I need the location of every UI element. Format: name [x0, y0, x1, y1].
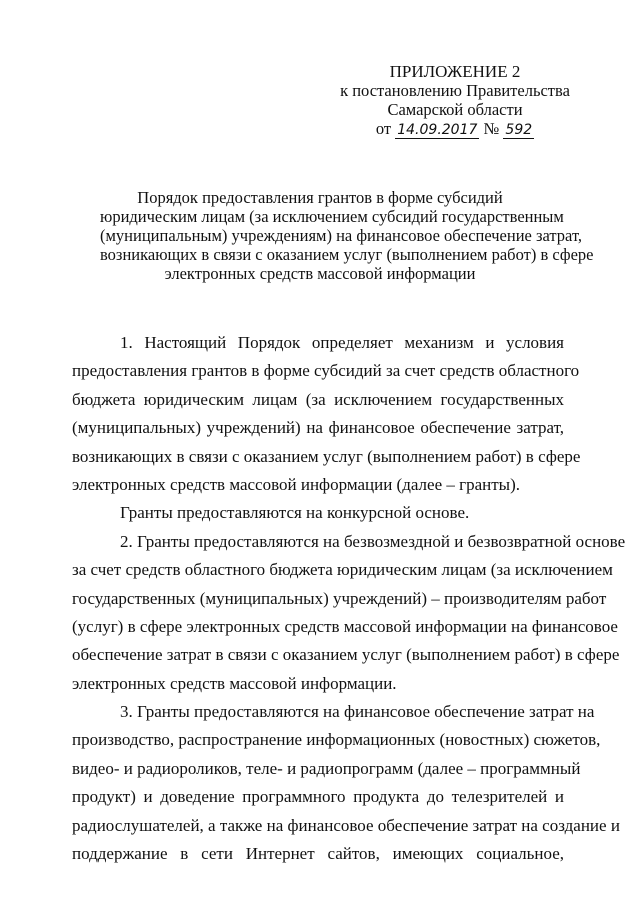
date-prefix: от: [375, 119, 392, 138]
title-line: электронных средств массовой информации: [164, 264, 476, 283]
paragraph-1b-line: Гранты предоставляются на конкурсной основе.: [120, 503, 470, 523]
paragraph-1-line: электронных средств массовой информации (далее – гранты).: [72, 474, 521, 494]
appendix-heading: ПРИЛОЖЕНИЕ 2: [389, 62, 521, 81]
paragraph-1-line: бюджета юридическим лицам (за исключением государственных: [72, 389, 564, 409]
title-line: (муниципальным) учреждениям) на финансовое обеспечение затрат,: [100, 226, 583, 245]
document-body: [72, 329, 626, 868]
number-prefix: №: [483, 119, 500, 138]
paragraph-2-line: государственных (муниципальных) учреждений) – производителям работ: [72, 588, 607, 608]
appendix-block: [330, 62, 580, 139]
document-title: [100, 188, 594, 283]
title-line: возникающих в связи с оказанием услуг (выполнением работ) в сфере: [100, 245, 594, 264]
paragraph-2-line: обеспечение затрат в связи с оказанием услуг (выполнением работ) в сфере: [72, 645, 620, 665]
paragraph-2-line: 2. Гранты предоставляются на безвозмездной и безвозвратной основе: [120, 531, 626, 551]
paragraph-1-line: 1. Настоящий Порядок определяет механизм и условия: [120, 333, 564, 352]
paragraph-3-line: поддержание в сети Интернет сайтов, имеющих социальное,: [72, 844, 564, 864]
paragraph-3-line: продукт) и доведение программного продукта до телезрителей и: [72, 787, 564, 807]
paragraph-1-line: (муниципальных) учреждений) на финансовое обеспечение затрат,: [72, 418, 564, 438]
appendix-line-2: Самарской области: [387, 100, 523, 119]
paragraph-3-line: 3. Гранты предоставляются на финансовое обеспечение затрат на: [120, 702, 595, 722]
title-line: юридическим лицам (за исключением субсидий государственным: [100, 207, 564, 226]
paragraph-2-line: (услуг) в сфере электронных средств массовой информации на финансовое: [72, 616, 618, 636]
paragraph-1-line: предоставления грантов в форме субсидий за счет средств областного: [72, 361, 580, 381]
appendix-line-1: к постановлению Правительства: [340, 81, 570, 100]
handwritten-date: 14.09.2017: [397, 122, 478, 138]
handwritten-number: 592: [505, 122, 533, 138]
paragraph-3-line: производство, распространение информационных (новостных) сюжетов,: [72, 730, 601, 750]
paragraph-1-line: возникающих в связи с оказанием услуг (выполнением работ) в сфере: [72, 446, 581, 466]
paragraph-2-line: электронных средств массовой информации.: [72, 673, 397, 693]
paragraph-3-line: радиослушателей, а также на финансовое обеспечение затрат на создание и: [72, 815, 620, 835]
appendix-date-line: [330, 119, 580, 139]
paragraph-3-line: видео- и радиороликов, теле- и радиопрограмм (далее – программный: [72, 758, 581, 778]
title-line: Порядок предоставления грантов в форме субсидий: [137, 188, 503, 207]
paragraph-2-line: за счет средств областного бюджета юридическим лицам (за исключением: [72, 560, 613, 580]
